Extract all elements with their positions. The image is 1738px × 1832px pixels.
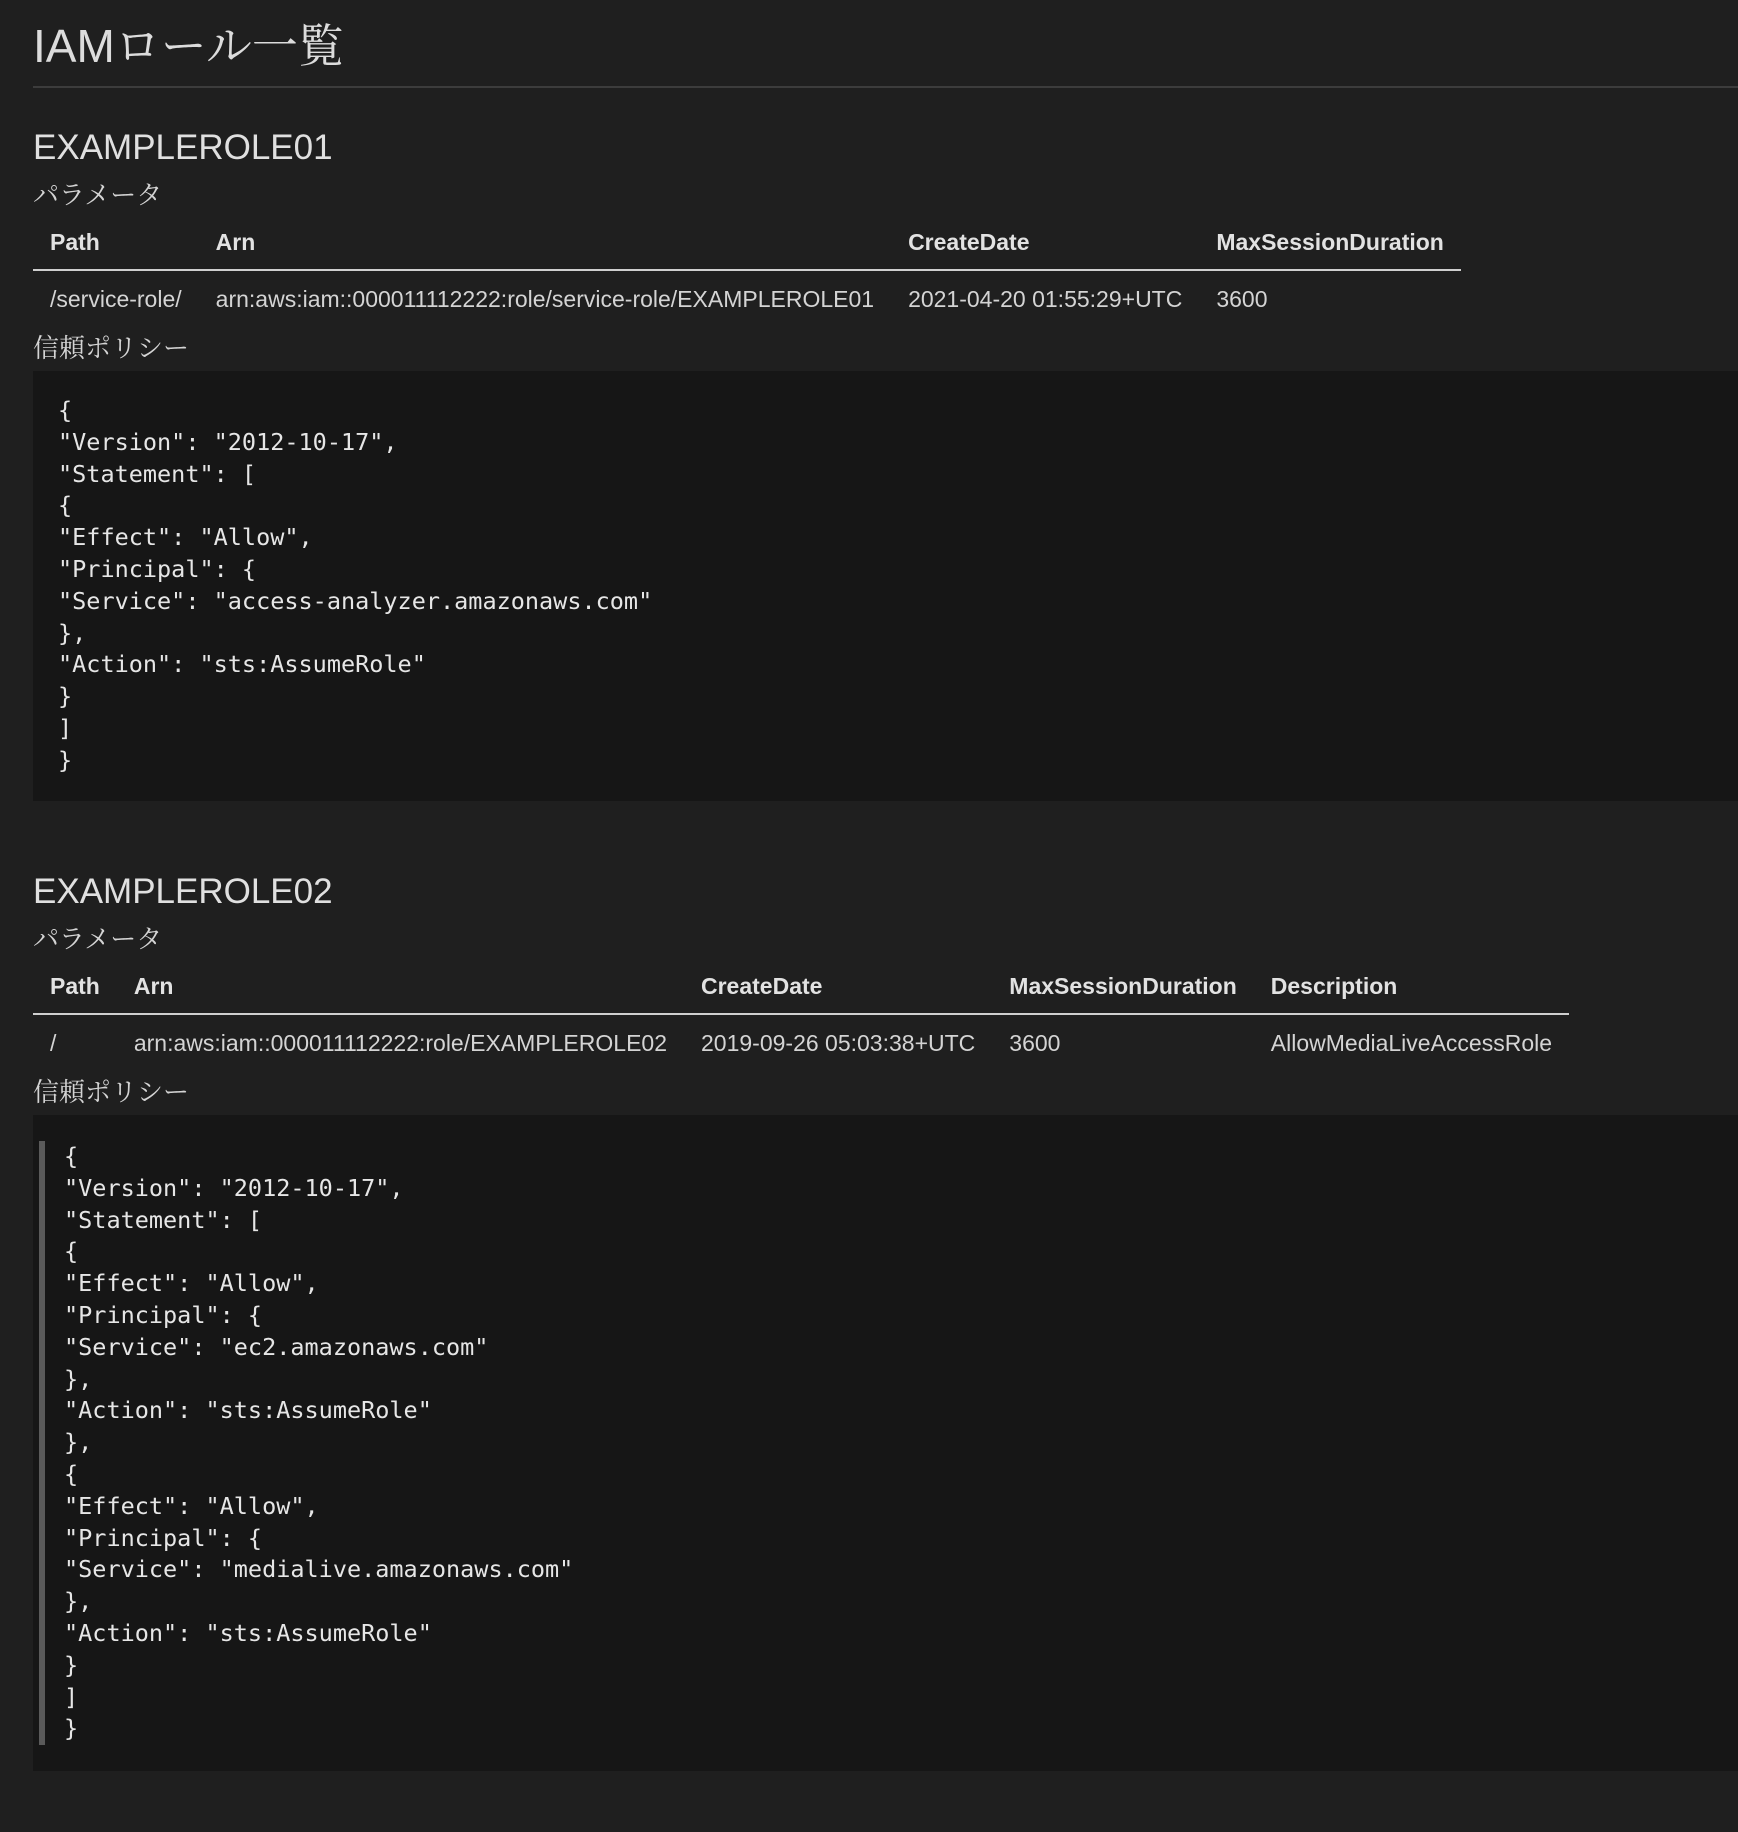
table-cell: 2021-04-20 01:55:29+UTC [908, 285, 1183, 312]
table-header-row [33, 215, 1461, 270]
code-line: }, [64, 1364, 93, 1393]
code-line: "Principal": { [64, 1300, 263, 1329]
column-header: Arn [199, 215, 891, 270]
table-cell: arn:aws:iam::000011112222:role/service-role/EXAMPLEROLE01 [215, 285, 875, 312]
params-heading: パラメータ [33, 180, 163, 210]
blockquote-bar [39, 1141, 1738, 1745]
table-row [33, 1014, 1569, 1071]
policy-code [64, 1141, 1738, 1745]
code-line: { [64, 1237, 79, 1266]
table-header-row [33, 959, 1569, 1014]
code-line: }, [64, 1587, 93, 1616]
column-header: Description [1254, 959, 1569, 1014]
params-table [33, 215, 1461, 327]
code-line: "Statement": [ [64, 1205, 263, 1234]
code-line: "Principal": { [58, 554, 257, 583]
column-header: MaxSessionDuration [992, 959, 1254, 1014]
code-line: } [58, 682, 73, 711]
code-line: }, [58, 618, 87, 647]
code-line: } [64, 1714, 79, 1743]
code-line: { [58, 491, 73, 520]
code-line: ] [64, 1682, 79, 1711]
code-line: "Effect": "Allow", [64, 1491, 319, 1520]
code-line: "Service": "ec2.amazonaws.com" [64, 1332, 489, 1361]
role-section-2 [33, 870, 1738, 1771]
code-line: "Version": "2012-10-17", [58, 427, 398, 456]
table-cell: 3600 [1009, 1029, 1061, 1056]
role-section-1 [33, 126, 1738, 801]
policy-code [33, 395, 1738, 777]
table-cell: 2019-09-26 05:03:38+UTC [701, 1029, 976, 1056]
params-table [33, 959, 1569, 1071]
column-header: CreateDate [891, 215, 1199, 270]
code-line: "Effect": "Allow", [58, 523, 313, 552]
code-line: "Action": "sts:AssumeRole" [58, 650, 426, 679]
code-line: "Version": "2012-10-17", [64, 1173, 404, 1202]
page-title: IAMロール一覧 [33, 0, 1738, 88]
column-header: MaxSessionDuration [1199, 215, 1461, 270]
code-line: { [58, 396, 73, 424]
params-heading: パラメータ [33, 924, 163, 954]
table-cell: 3600 [1216, 285, 1268, 312]
table-cell: AllowMediaLiveAccessRole [1270, 1029, 1553, 1056]
policy-code-block [33, 371, 1738, 801]
code-line: } [64, 1650, 79, 1679]
table-row [33, 270, 1461, 327]
code-line: { [64, 1142, 79, 1170]
column-header: Arn [117, 959, 684, 1014]
code-line: { [64, 1459, 79, 1488]
code-line: } [58, 745, 73, 774]
column-header: CreateDate [684, 959, 992, 1014]
role-name: EXAMPLEROLE02 [33, 872, 333, 911]
code-line: "Principal": { [64, 1523, 263, 1552]
code-line: "Service": "access-analyzer.amazonaws.com" [58, 586, 653, 615]
page [33, 0, 1738, 1743]
table-cell: arn:aws:iam::000011112222:role/EXAMPLEROLE02 [133, 1029, 667, 1056]
role-name: EXAMPLEROLE01 [33, 128, 333, 167]
policy-code-block [33, 1115, 1738, 1771]
column-header: Path [33, 215, 199, 270]
code-line: "Action": "sts:AssumeRole" [64, 1396, 432, 1425]
policy-heading: 信頼ポリシー [33, 333, 190, 363]
code-line: }, [64, 1428, 93, 1457]
table-cell: / [50, 1029, 57, 1056]
column-header: Path [33, 959, 117, 1014]
table-cell: /service-role/ [50, 285, 182, 312]
code-line: ] [58, 713, 73, 742]
code-line: "Service": "medialive.amazonaws.com" [64, 1555, 574, 1584]
policy-heading: 信頼ポリシー [33, 1077, 190, 1107]
code-line: "Action": "sts:AssumeRole" [64, 1618, 432, 1647]
code-line: "Effect": "Allow", [64, 1269, 319, 1298]
code-line: "Statement": [ [58, 459, 257, 488]
